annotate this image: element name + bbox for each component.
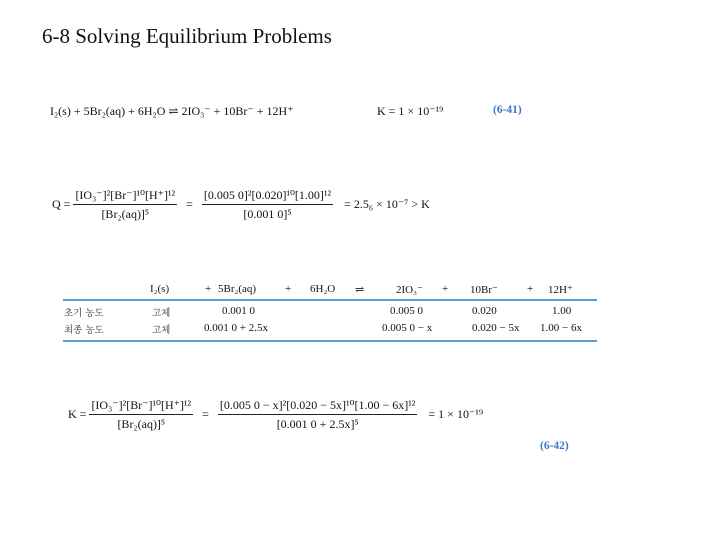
equilibrium-constant: K = 1 × 10⁻¹⁹	[377, 104, 444, 118]
initial-br2: 0.001 0	[222, 305, 255, 317]
q-result: = 2.5₆ × 10⁻⁷ > K	[344, 196, 430, 211]
final-i2: 고체	[152, 325, 171, 336]
header-i2: I₂(s)	[150, 283, 170, 295]
reaction-text: I₂(s) + 5Br₂(aq) + 6H₂O ⇌ 2IO₃⁻ + 10Br⁻ + 12H⁺	[50, 104, 294, 118]
header-plus-3: +	[442, 283, 449, 295]
q-fraction-numeric	[202, 188, 333, 222]
header-plus-2: +	[285, 283, 292, 295]
header-br: 10Br⁻	[470, 284, 498, 296]
row-label-initial: 초기 농도	[64, 308, 104, 319]
row-label-final: 최종 농도	[64, 325, 104, 336]
k-result: = 1 × 10⁻¹⁹	[428, 406, 484, 421]
header-io3: 2IO₃⁻	[396, 284, 423, 296]
k-numerator-numeric: [0.005 0 − x]²[0.020 − 5x]¹⁰[1.00 − 6x]¹²	[218, 398, 417, 415]
reaction-quotient-equation	[52, 188, 430, 222]
ice-row-initial	[0, 305, 720, 321]
q-numerator-symbolic: [IO₃⁻]²[Br⁻]¹⁰[H⁺]¹²	[73, 188, 177, 205]
k-lhs: K =	[68, 406, 87, 421]
k-fraction-numeric	[218, 398, 417, 432]
q-lhs: Q =	[52, 196, 71, 211]
header-plus-1: +	[205, 283, 212, 295]
k-equals: =	[202, 406, 209, 421]
equilibrium-expression	[68, 398, 483, 432]
initial-io3: 0.005 0	[390, 305, 423, 317]
header-h2o: 6H₂O	[310, 283, 336, 295]
q-equals: =	[186, 196, 193, 211]
header-h: 12H⁺	[548, 284, 573, 296]
q-denominator-numeric: [0.001 0]⁵	[243, 207, 292, 221]
q-numerator-numeric: [0.005 0]²[0.020]¹⁰[1.00]¹²	[202, 188, 333, 205]
k-fraction-symbolic	[89, 398, 193, 432]
initial-h: 1.00	[552, 305, 572, 317]
k-denominator-numeric: [0.001 0 + 2.5x]⁵	[276, 417, 359, 431]
header-equilibrium-arrow: ⇌	[355, 284, 365, 296]
header-plus-4: +	[527, 283, 534, 295]
q-denominator-symbolic: [Br₂(aq)]⁵	[101, 207, 150, 221]
equation-number-6-42: (6-42)	[540, 440, 569, 452]
ice-table-header	[0, 283, 720, 299]
equation-number-6-41: (6-41)	[493, 104, 522, 116]
slide-title: 6-8 Solving Equilibrium Problems	[42, 24, 332, 48]
final-io3: 0.005 0 − x	[382, 322, 433, 334]
final-h: 1.00 − 6x	[540, 322, 582, 334]
k-numerator-symbolic: [IO₃⁻]²[Br⁻]¹⁰[H⁺]¹²	[89, 398, 193, 415]
k-denominator-symbolic: [Br₂(aq)]⁵	[117, 417, 166, 431]
final-br: 0.020 − 5x	[472, 322, 520, 334]
header-br2: 5Br₂(aq)	[218, 283, 257, 295]
ice-row-final	[0, 322, 720, 338]
final-br2: 0.001 0 + 2.5x	[204, 322, 268, 334]
initial-br: 0.020	[472, 305, 497, 317]
table-top-rule	[63, 299, 597, 301]
q-fraction-symbolic	[73, 188, 177, 222]
reaction-equation	[50, 104, 294, 119]
initial-i2: 고체	[152, 308, 171, 319]
table-bottom-rule	[63, 340, 597, 342]
